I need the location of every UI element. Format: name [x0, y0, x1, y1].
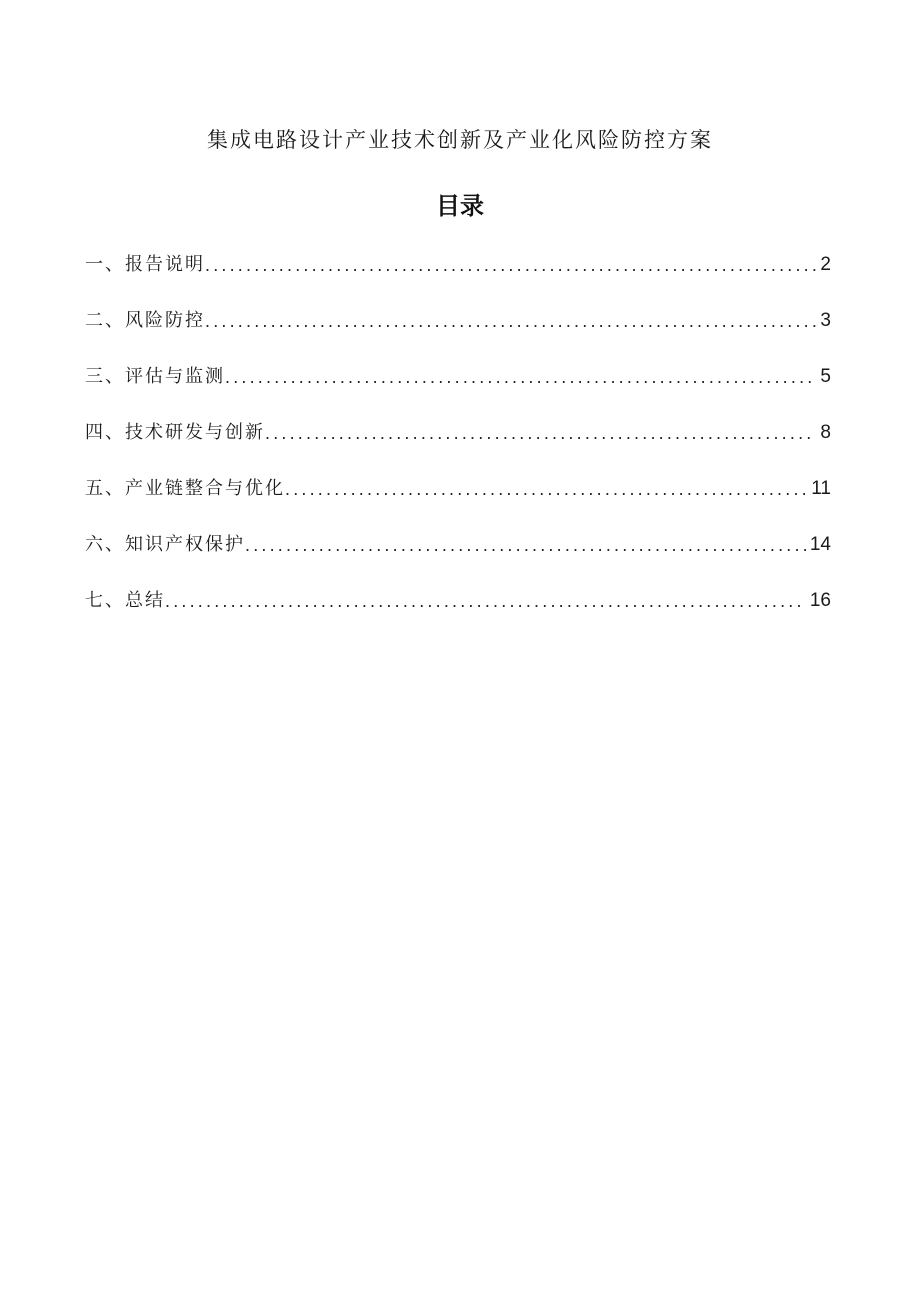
toc-page-number: 3 [820, 310, 831, 331]
toc-page-number: 5 [820, 366, 831, 387]
toc-entry-label: 三、评估与监测 [85, 366, 225, 387]
toc-dot-leader [205, 250, 816, 280]
toc-entry-label: 六、知识产权保护 [85, 534, 245, 555]
toc-entry-label: 七、总结 [85, 590, 165, 611]
toc-dot-leader [165, 586, 806, 616]
toc-dot-leader [245, 530, 806, 560]
toc-dot-leader [205, 306, 816, 336]
toc-entry-ip-protection[interactable] [85, 530, 831, 586]
toc-heading: 目录 [436, 192, 484, 220]
document-title: 集成电路设计产业技术创新及产业化风险防控方案 [207, 128, 713, 152]
toc-entry-summary[interactable] [85, 586, 831, 642]
toc-page-number: 8 [820, 422, 831, 443]
toc-entry-label: 五、产业链整合与优化 [85, 478, 285, 499]
toc-entry-label: 四、技术研发与创新 [85, 422, 265, 443]
toc-page-number: 16 [809, 590, 831, 611]
toc-entry-industry-chain[interactable] [85, 474, 831, 530]
toc-entry-assessment-monitoring[interactable] [85, 362, 831, 418]
toc-dot-leader [225, 362, 816, 392]
table-of-contents [85, 250, 831, 642]
toc-entry-label: 二、风险防控 [85, 310, 205, 331]
toc-entry-report-description[interactable] [85, 250, 831, 306]
toc-page-number: 14 [809, 534, 831, 555]
toc-dot-leader [265, 418, 816, 448]
toc-page-number: 2 [820, 254, 831, 275]
toc-entry-rnd-innovation[interactable] [85, 418, 831, 474]
toc-dot-leader [285, 474, 807, 504]
toc-entry-risk-control[interactable] [85, 306, 831, 362]
toc-entry-label: 一、报告说明 [85, 254, 205, 275]
toc-page-number: 11 [811, 478, 831, 499]
